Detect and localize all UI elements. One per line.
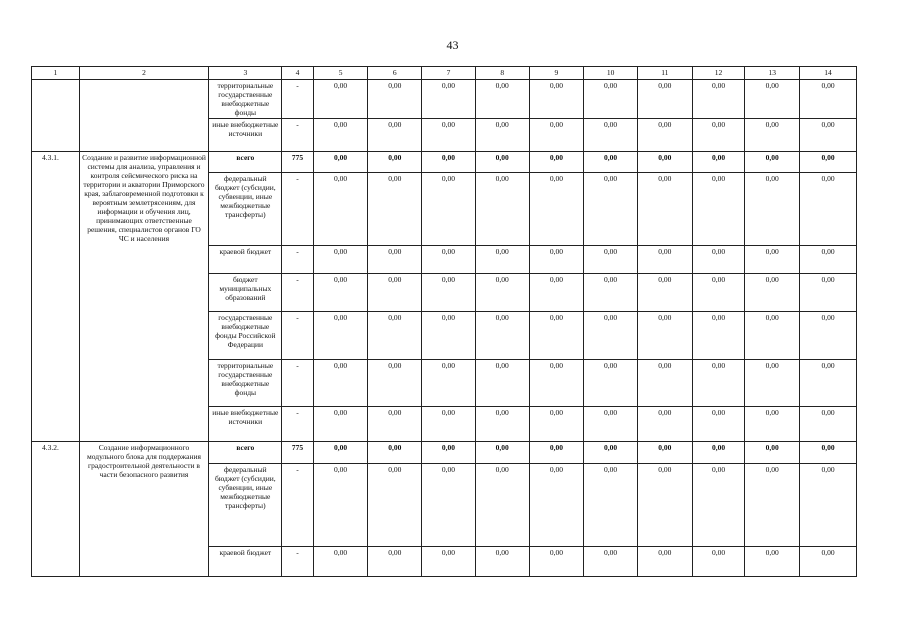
column-4-value: -: [282, 547, 313, 577]
amount-cell: 0,00: [529, 246, 584, 274]
amount-cell: 0,00: [745, 312, 800, 360]
page-number: 43: [446, 38, 459, 52]
amount-cell: 0,00: [475, 246, 529, 274]
column-header: 3: [209, 67, 282, 80]
column-4-value: -: [282, 173, 313, 246]
amount-cell: 0,00: [745, 547, 800, 577]
amount-cell: 0,00: [800, 152, 857, 173]
amount-cell: 0,00: [422, 407, 476, 442]
amount-cell: 0,00: [692, 246, 745, 274]
amount-cell: 0,00: [368, 119, 422, 152]
amount-cell: 0,00: [422, 246, 476, 274]
amount-cell: 0,00: [529, 464, 584, 547]
amount-cell: 0,00: [368, 312, 422, 360]
amount-cell: 0,00: [368, 442, 422, 464]
amount-cell: 0,00: [475, 312, 529, 360]
amount-cell: 0,00: [800, 547, 857, 577]
amount-cell: 0,00: [313, 80, 368, 119]
amount-cell: 0,00: [422, 119, 476, 152]
column-4-value: -: [282, 80, 313, 119]
amount-cell: 0,00: [800, 173, 857, 246]
amount-cell: 0,00: [637, 442, 692, 464]
amount-cell: 0,00: [529, 173, 584, 246]
amount-cell: 0,00: [313, 246, 368, 274]
amount-cell: 0,00: [745, 407, 800, 442]
amount-cell: 0,00: [692, 274, 745, 312]
column-header: 10: [584, 67, 638, 80]
amount-cell: 0,00: [800, 360, 857, 407]
amount-cell: 0,00: [637, 360, 692, 407]
amount-cell: 0,00: [800, 274, 857, 312]
amount-cell: 0,00: [800, 407, 857, 442]
funding-source: краевой бюджет: [209, 547, 282, 577]
column-header: 11: [637, 67, 692, 80]
column-header: 5: [313, 67, 368, 80]
funding-source: иные внебюджетные источники: [209, 119, 282, 152]
amount-cell: 0,00: [745, 464, 800, 547]
amount-cell: 0,00: [313, 274, 368, 312]
amount-cell: 0,00: [475, 442, 529, 464]
table-row: [32, 80, 857, 119]
amount-cell: 0,00: [692, 442, 745, 464]
column-4-value: -: [282, 119, 313, 152]
column-header: 7: [422, 67, 476, 80]
amount-cell: 0,00: [800, 246, 857, 274]
funding-source: государственные внебюджетные фонды Российской Федерации: [209, 312, 282, 360]
amount-cell: 0,00: [529, 119, 584, 152]
amount-cell: 0,00: [529, 547, 584, 577]
amount-cell: 0,00: [584, 464, 638, 547]
amount-cell: 0,00: [745, 442, 800, 464]
funding-source: бюджет муниципальных образований: [209, 274, 282, 312]
amount-cell: 0,00: [422, 312, 476, 360]
amount-cell: 0,00: [584, 119, 638, 152]
amount-cell: 0,00: [422, 152, 476, 173]
amount-cell: 0,00: [637, 152, 692, 173]
amount-cell: 0,00: [637, 274, 692, 312]
amount-cell: 0,00: [584, 407, 638, 442]
column-4-value: -: [282, 246, 313, 274]
amount-cell: 0,00: [529, 312, 584, 360]
column-4-value: -: [282, 274, 313, 312]
amount-cell: 0,00: [529, 407, 584, 442]
amount-cell: 0,00: [800, 80, 857, 119]
amount-cell: 0,00: [475, 360, 529, 407]
amount-cell: 0,00: [368, 274, 422, 312]
amount-cell: 0,00: [529, 442, 584, 464]
amount-cell: 0,00: [637, 312, 692, 360]
amount-cell: 0,00: [475, 152, 529, 173]
amount-cell: 0,00: [692, 312, 745, 360]
amount-cell: 0,00: [584, 246, 638, 274]
amount-cell: 0,00: [584, 360, 638, 407]
amount-cell: 0,00: [692, 119, 745, 152]
amount-cell: 0,00: [637, 119, 692, 152]
amount-cell: 0,00: [475, 407, 529, 442]
amount-cell: 0,00: [584, 80, 638, 119]
amount-cell: 0,00: [422, 360, 476, 407]
amount-cell: 0,00: [422, 442, 476, 464]
column-header: 12: [692, 67, 745, 80]
funding-source: всего: [209, 152, 282, 173]
amount-cell: 0,00: [692, 547, 745, 577]
amount-cell: 0,00: [584, 173, 638, 246]
header-row: [32, 67, 857, 80]
funding-source: федеральный бюджет (субсидии, субвенции, иные межбюджетные трансферты): [209, 464, 282, 547]
amount-cell: 0,00: [745, 274, 800, 312]
amount-cell: 0,00: [692, 360, 745, 407]
amount-cell: 0,00: [313, 442, 368, 464]
amount-cell: 0,00: [800, 442, 857, 464]
amount-cell: 0,00: [313, 360, 368, 407]
amount-cell: 0,00: [529, 152, 584, 173]
column-header: 8: [475, 67, 529, 80]
amount-cell: 0,00: [422, 464, 476, 547]
amount-cell: 0,00: [800, 119, 857, 152]
amount-cell: 0,00: [368, 464, 422, 547]
amount-cell: 0,00: [637, 246, 692, 274]
amount-cell: 0,00: [692, 464, 745, 547]
funding-source: федеральный бюджет (субсидии, субвенции, иные межбюджетные трансферты): [209, 173, 282, 246]
column-4-value: 775: [282, 152, 313, 173]
row-code: 4.3.2.: [32, 442, 80, 577]
amount-cell: 0,00: [475, 119, 529, 152]
amount-cell: 0,00: [692, 173, 745, 246]
amount-cell: 0,00: [422, 274, 476, 312]
amount-cell: 0,00: [800, 464, 857, 547]
amount-cell: 0,00: [368, 173, 422, 246]
budget-table: [31, 66, 857, 577]
amount-cell: 0,00: [584, 442, 638, 464]
amount-cell: 0,00: [475, 274, 529, 312]
amount-cell: 0,00: [368, 547, 422, 577]
amount-cell: 0,00: [745, 119, 800, 152]
amount-cell: 0,00: [422, 173, 476, 246]
amount-cell: 0,00: [368, 407, 422, 442]
amount-cell: 0,00: [313, 407, 368, 442]
amount-cell: 0,00: [637, 407, 692, 442]
column-header: 1: [32, 67, 80, 80]
amount-cell: 0,00: [637, 173, 692, 246]
amount-cell: 0,00: [584, 312, 638, 360]
amount-cell: 0,00: [422, 547, 476, 577]
funding-source: всего: [209, 442, 282, 464]
amount-cell: 0,00: [368, 360, 422, 407]
row-code: 4.3.1.: [32, 152, 80, 442]
amount-cell: 0,00: [692, 152, 745, 173]
table-row: [32, 152, 857, 173]
column-header: 13: [745, 67, 800, 80]
amount-cell: 0,00: [475, 547, 529, 577]
column-header: 9: [529, 67, 584, 80]
row-code: [32, 80, 80, 152]
amount-cell: 0,00: [313, 312, 368, 360]
column-4-value: -: [282, 407, 313, 442]
column-4-value: -: [282, 464, 313, 547]
funding-source: краевой бюджет: [209, 246, 282, 274]
activity-name: Создание информационного модульного блока для поддержания градостроительной деятельности в части безопасного развития: [79, 442, 209, 577]
column-4-value: 775: [282, 442, 313, 464]
amount-cell: 0,00: [475, 173, 529, 246]
column-header: 2: [79, 67, 209, 80]
funding-source: территориальные государственные внебюджетные фонды: [209, 80, 282, 119]
column-header: 6: [368, 67, 422, 80]
amount-cell: 0,00: [745, 80, 800, 119]
amount-cell: 0,00: [692, 407, 745, 442]
amount-cell: 0,00: [529, 360, 584, 407]
amount-cell: 0,00: [368, 246, 422, 274]
table-row: [32, 442, 857, 464]
amount-cell: 0,00: [745, 152, 800, 173]
amount-cell: 0,00: [745, 246, 800, 274]
amount-cell: 0,00: [637, 547, 692, 577]
funding-source: иные внебюджетные источники: [209, 407, 282, 442]
column-4-value: -: [282, 312, 313, 360]
amount-cell: 0,00: [637, 80, 692, 119]
amount-cell: 0,00: [584, 152, 638, 173]
amount-cell: 0,00: [422, 80, 476, 119]
amount-cell: 0,00: [475, 80, 529, 119]
amount-cell: 0,00: [475, 464, 529, 547]
column-header: 14: [800, 67, 857, 80]
activity-name: Создание и развитие информационной системы для анализа, управления и контроля сейсмического риска на территории и акватории Приморского края, заблаговременной подготовки к вероятным землетрясениям, для информации и обучения лиц, принимающих ответственные решения, специалистов органов ГО ЧС и населения: [79, 152, 209, 442]
column-4-value: -: [282, 360, 313, 407]
column-header: 4: [282, 67, 313, 80]
amount-cell: 0,00: [800, 312, 857, 360]
funding-source: территориальные государственные внебюджетные фонды: [209, 360, 282, 407]
amount-cell: 0,00: [584, 274, 638, 312]
amount-cell: 0,00: [745, 360, 800, 407]
amount-cell: 0,00: [745, 173, 800, 246]
amount-cell: 0,00: [529, 80, 584, 119]
amount-cell: 0,00: [313, 152, 368, 173]
amount-cell: 0,00: [313, 547, 368, 577]
amount-cell: 0,00: [368, 152, 422, 173]
amount-cell: 0,00: [692, 80, 745, 119]
amount-cell: 0,00: [529, 274, 584, 312]
amount-cell: 0,00: [313, 464, 368, 547]
amount-cell: 0,00: [313, 173, 368, 246]
amount-cell: 0,00: [368, 80, 422, 119]
activity-name: [79, 80, 209, 152]
amount-cell: 0,00: [584, 547, 638, 577]
amount-cell: 0,00: [637, 464, 692, 547]
amount-cell: 0,00: [313, 119, 368, 152]
